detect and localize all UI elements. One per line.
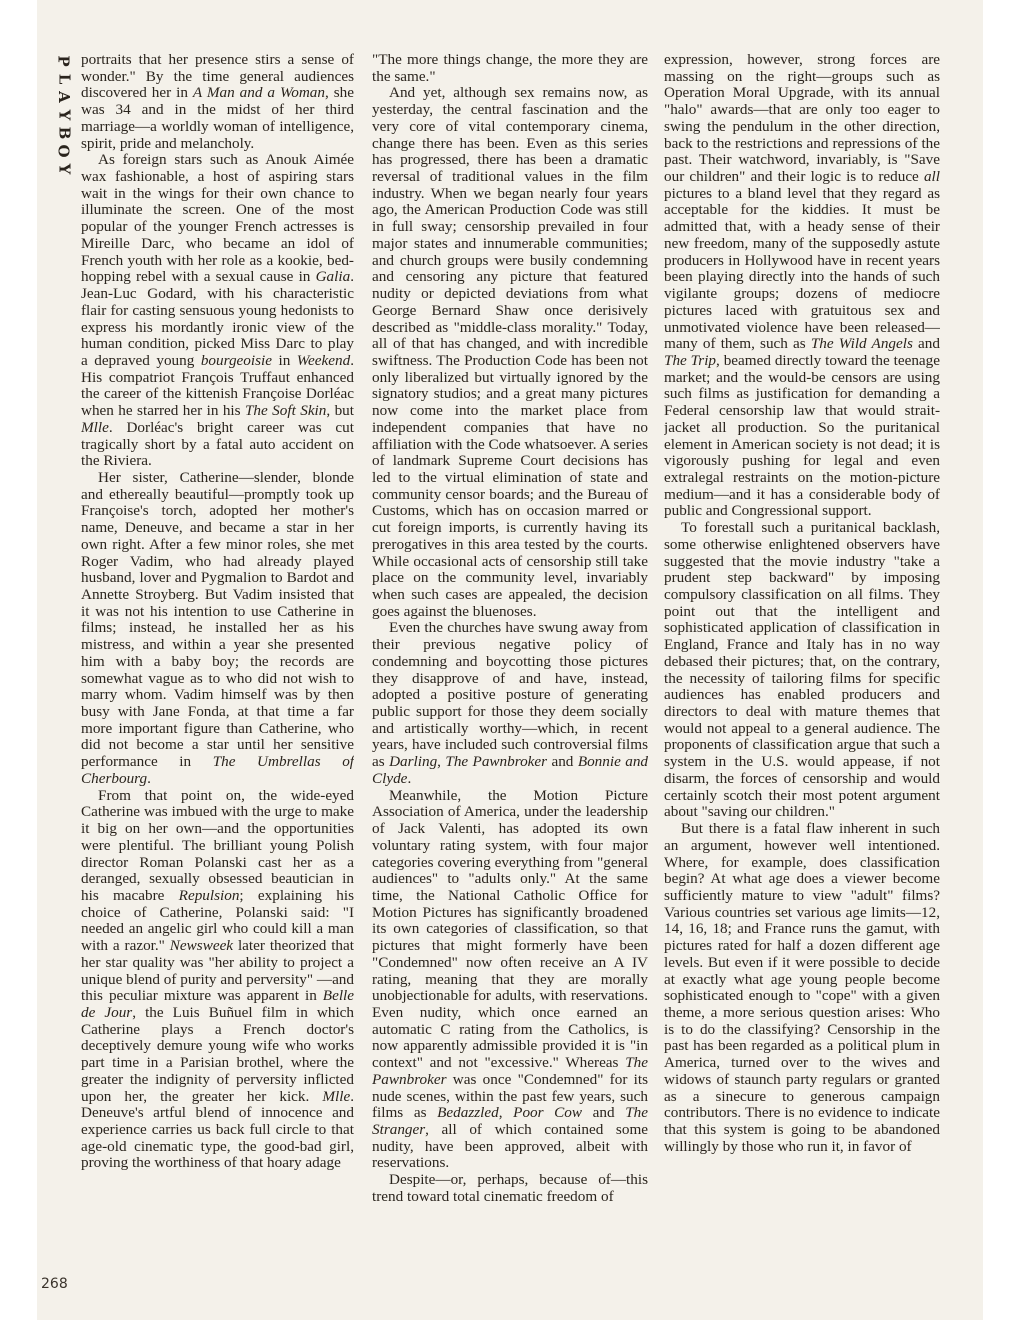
text-run: and [912, 335, 940, 353]
masthead-letter: Y [55, 163, 73, 175]
italic-title: Belle de Jour [81, 987, 354, 1021]
text-run: From that point on, the wide-eyed Catherine was imbued with the urge to make it big on her own—and the opportunities were plentiful. The brilliant young Polish director Roman Polanski cast her as a deranged, sexually obsessed beautician in his macabre [81, 786, 354, 904]
paragraph [372, 620, 648, 787]
text-run: Meanwhile, the Motion Picture Association of America, under the leadership of Jack Valenti, has adopted its own voluntary rating system, with four major categories covering everything from "general audiences" to "adults only." At the same time, the National Catholic Office for Motion Pictures has significantly broadened its own categories of classification, so that pictures that might formerly have been "Condemned" now often receive an A IV rating, meaning that they are morally unobjectionable for adults, with reservations. Even nudity, which once earned an automatic C rating from the Catholics, is now apparently admissible provided it is "in context" and not "excessive." Whereas [372, 786, 648, 1072]
paragraph [664, 52, 940, 520]
italic-title: The Stranger [372, 1104, 648, 1138]
text-run: Her sister, Catherine—slender, blonde and ethereally beautiful—promptly took up Françoise's torch, adopted her mother's name, Deneuve, and became a star in her own right. After a few minor roles, she met Roger Vadim, who had already played husband, lover and Pygmalion to Bardot and Annette Stroyberg. But Vadim insisted that it was not his intention to use Catherine in films; instead, he installed her as his mistress, and within a year she presented him with a baby boy; the records are somewhat vague as to who did not wish to marry whom. Vadim himself was by then busy with Jane Fonda, at that time a far more important figure than Catherine, who did not become a star until her sensitive performance in [81, 468, 354, 771]
paragraph [372, 1172, 648, 1205]
italic-title: Galia [315, 268, 351, 286]
text-run: , [437, 753, 446, 771]
paragraph [81, 788, 354, 1173]
text-run: expression, however, strong forces are massing on the right—groups such as Operation Moral Upgrade, with its annual "halo" awards—that are only too eager to swing the pendulum in the other direction, back to the restrictions and repressions of the past. Their watchword, invariably, is "Save our children" and their logic is to reduce [664, 52, 940, 186]
italic-title: Bonnie and Clyde [372, 753, 648, 787]
text-run: , but [326, 402, 354, 420]
masthead-letter: B [55, 126, 73, 140]
text-run: . Deneuve's artful blend of innocence and experience carries us back full circle to that age-old cinematic type, the good-bad girl, proving the worthiness of that hoary adage [81, 1087, 354, 1172]
text-run: And yet, although sex remains now, as yesterday, the central fascination and the very core of vital contemporary cinema, change there has been. Even as this series has progressed, there has been a dramatic reversal of traditional values in the film industry. When we began nearly four years ago, the American Production Code was still in full sway; censorship prevailed in four major states and innumerable communities; and church groups were busily condemning and censoring any picture that featured nudity or depicted deviations from what George Bernard Shaw once derisively described as "middle-class morality." Today, all of that has changed, and with incredible swiftness. The Production Code has been not only liberalized but virtually ignored by the signatory studios; and a great many pictures now come into the market place from independent companies that have no affiliation with the Code whatsoever. A series of landmark Supreme Court decisions has led to the virtual elimination of state and community censor boards; and the Bureau of Customs, which has on occasion marred or cut foreign imports, is currently having its prerogatives in this area tested by the courts. While occasional acts of censorship still take place on the community level, invariably when such cases are appealed, the decision goes against the bluenoses. [372, 84, 648, 620]
text-run: , beamed directly toward the teenage market; and the would-be censors are using such films as justification for demanding a Federal censorship law that would strait-jacket all production. So the puritanical element in American society is not dead; it is vigorously pushing for legal and even extralegal restraints on the motion-picture medium—and it has a considerable body of public and Congressional support. [664, 351, 940, 520]
magazine-page [37, 0, 983, 1320]
masthead-letter: P [55, 55, 73, 67]
text-run: Despite—or, perhaps, because of—this trend toward total cinematic freedom of [372, 1171, 648, 1205]
text-run: ; explaining his choice of Catherine, Polanski said: "I needed an angelic girl who could kill a man with a razor." [81, 886, 354, 955]
text-run: and [547, 753, 578, 771]
text-run: portraits that her presence stirs a sense of wonder." By the time general audiences discovered her in [81, 52, 354, 102]
text-run: , all of which contained some nudity, have been approved, albeit with reservations. [372, 1121, 648, 1172]
paragraph [81, 152, 354, 470]
text-column-1 [81, 52, 354, 1297]
paragraph [372, 85, 648, 620]
masthead-letter: O [54, 144, 73, 158]
text-run: . [147, 769, 151, 787]
text-run: pictures to a bland level that they regard as acceptable for the kiddies. It must be admitted that, with a heady sense of their new freedom, many of the supposedly astute producers in Hollywood have in recent years been playing directly into the hands of such vigilante groups; dozens of mediocre pictures laced with gratuitous sex and unmotivated violence have been released—many of them, such as [664, 184, 940, 353]
text-run: To forestall such a puritanical backlash, some otherwise enlightened observers have suggested that the movie industry "take a prudent step backward" by imposing compulsory classification on all films. They point out that the intelligent and sophisticated application of classification in England, France and Italy has in no way debased their pictures; that, on the contrary, the necessity of tailoring films for specific audiences has enabled producers and directors to deal with mature themes that would not appeal to a general audience. The proponents of classification argue that such a system in the U.S. would appease, if not disarm, the forces of censorship and would certainly scotch their most potent argument about "saving our children." [664, 519, 940, 821]
page-number: 268 [41, 1276, 68, 1292]
masthead-vertical [51, 52, 77, 192]
masthead-letter: A [54, 91, 73, 103]
text-run: was once "Condemned" for its nude scenes, within the past few years, such films as [372, 1070, 648, 1122]
italic-title: bourgeoisie [200, 351, 272, 369]
paragraph [372, 52, 648, 85]
text-run: , she was 34 and in the midst of her third marriage—a worldly woman of intelligence, spirit, pride and melancholy. [81, 84, 354, 152]
text-column-3 [664, 52, 940, 1297]
italic-title: The Pawnbroker [445, 753, 548, 771]
text-run: and [582, 1104, 626, 1122]
masthead-letter: Y [55, 109, 73, 121]
italic-title: Repulsion [178, 886, 240, 904]
text-run: , the Luis Buñuel film in which Catherine plays a French doctor's deceptively demure young wife who works part time in a Parisian brothel, where the greater the indignity of perversity inflicted upon her, the greater her kick. [81, 1003, 354, 1105]
italic-title: Mlle [81, 418, 109, 436]
italic-title: A Man and a Woman [192, 84, 325, 102]
italic-title: The Pawnbroker [372, 1054, 648, 1088]
italic-title: The Umbrellas of Cherbourg [81, 753, 354, 787]
paragraph [81, 52, 354, 152]
text-run: later theorized that her star quality was "her ability to project a unique blend of purity and perversity" —and this peculiar mixture was apparent in [81, 937, 354, 1005]
text-run: "The more things change, the more they are the same." [372, 52, 648, 85]
text-run: . Dorléac's bright career was cut tragically short by a fatal auto accident on the Riviera. [81, 418, 354, 470]
paragraph [664, 520, 940, 821]
italic-title: Bedazzled [437, 1104, 499, 1122]
text-run: But there is a fatal flaw inherent in such an argument, however well intentioned. Where, for example, does classification begin? At what age does a viewer become sufficiently mature to view "adult" films? Various countries set various age limits—12, 14, 16, 18; and France runs the gamut, with pictures rated for half a dozen different age levels. But even if it were possible to decide at exactly what age young people become sophisticated enough to "cope" with a given theme, a more serious question arises: Who is to do the classifying? Censorship in the past has been regarded as a political plum in America, turned over to the wives and widows of staunch party regulars or granted as a sinecure to generous campaign contributors. There is no evidence to indicate that this system is going to be abandoned willingly by those who run it, in favor of [664, 820, 940, 1155]
text-run: in [271, 351, 297, 369]
text-run: , [498, 1104, 514, 1122]
paragraph [81, 470, 354, 788]
text-run: Even the churches have swung away from their previous negative policy of condemning and boycotting those pictures they disapprove of and have, instead, adopted a positive posture of generating public support for those they deem socially and artistically worthy—which, in recent years, have included such controversial films as [372, 619, 648, 771]
masthead-letter: L [54, 73, 73, 85]
paragraph [372, 788, 648, 1173]
italic-title: The Wild Angels [810, 335, 913, 353]
italic-title: Newsweek [169, 937, 234, 955]
italic-title: all [923, 168, 940, 186]
italic-title: The Trip [664, 351, 717, 369]
italic-title: Mlle [322, 1087, 351, 1105]
italic-title: The Soft Skin [244, 402, 327, 420]
paragraph [664, 821, 940, 1155]
text-run: As foreign stars such as Anouk Aimée wax fashionable, a host of aspiring stars wait in the wings for their own chance to illuminate the screen. One of the most popular of the younger French actresses is Mireille Darc, who became an idol of French youth with her role as a kookie, bed-hopping rebel with a sexual cause in [81, 151, 354, 286]
italic-title: Poor Cow [513, 1104, 583, 1122]
text-run: . [407, 769, 412, 787]
text-run: . His compatriot François Truffaut enhanced the career of the kittenish Françoise Dorléac when he starred her in his [81, 351, 354, 420]
text-run: . Jean-Luc Godard, with his characteristic flair for casting sensuous young hedonists to express his mordantly ironic view of the human condition, picked Miss Darc to play a depraved young [81, 268, 354, 369]
italic-title: Weekend [296, 351, 351, 369]
italic-title: Darling [389, 753, 438, 771]
text-column-2 [372, 52, 648, 1297]
